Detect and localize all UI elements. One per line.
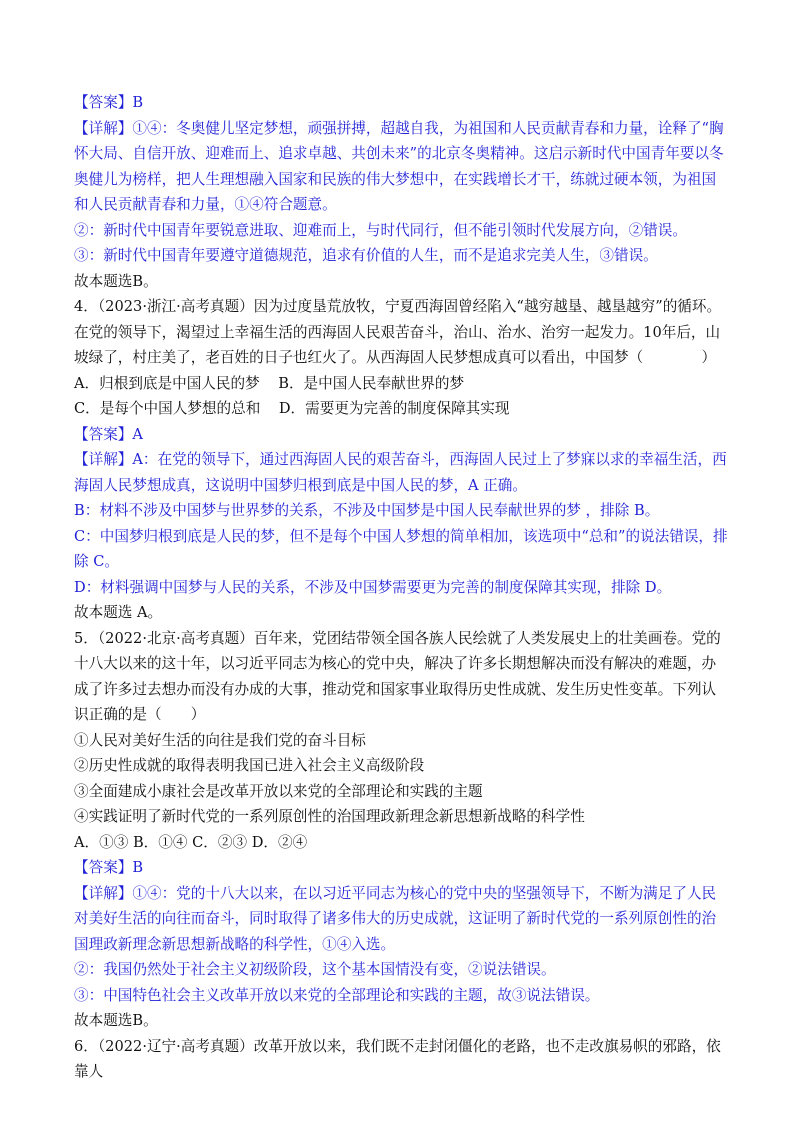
document-page: [74, 90, 729, 1085]
q5-options: A．①③ B．①④ C．②③ D．②④: [74, 833, 308, 851]
q5-detail-3: ③：中国特色社会主义改革开放以来党的全部理论和实践的主题，故③说法错误。: [74, 986, 600, 1004]
detail-tag: 【详解】: [74, 884, 133, 902]
detail-tag: 【详解】: [74, 451, 133, 468]
q5-conclusion: 故本题选B。: [74, 1012, 158, 1029]
answer-value: B: [132, 859, 144, 876]
q4-options-row-2: [74, 396, 729, 422]
q5-item-2: ②历史性成就的取得表明我国已进入社会主义高级阶段: [74, 757, 425, 774]
detail-text: ①④：冬奥健儿坚定梦想，顽强拼搏，超越自我，为祖国和人民贡献青春和力量，诠释了“胸怀大局、自信开放、迎难而上、追求卓越、共创未来”的北京冬奥精神。这启示新时代中国青年要以冬奥健儿为榜样，把人生理想融入国家和民族的伟大梦想中，在实践增长才干，练就过硬本领，为祖国和人民贡献青春和力量，①④符合题意。: [74, 119, 724, 213]
detail-text: ①④：党的十八大以来，在以习近平同志为核心的党中央的坚强领导下，不断为满足了人民对美好生活的向往而奋斗，同时取得了诸多伟大的历史成就，这证明了新时代党的一系列原创性的治国理政新理念新思想新战略的科学性，①④入选。: [74, 884, 717, 953]
q3-detail-3: ③：新时代中国青年要遵守道德规范，追求有价值的人生，而不是追求完美人生，③错误。: [74, 247, 658, 264]
q3-detail-2: ②：新时代中国青年要锐意进取、迎难而上，与时代同行，但不能引领时代发展方向，②错误。: [74, 221, 687, 239]
q4-stem: 4．（2023·浙江·高考真题）因为过度垦荒放牧，宁夏西海固曾经陷入“越穷越垦、越垦越穷”的循环。在党的领导下，渴望过上幸福生活的西海固人民艰苦奋斗，治山、治水、治穷一起发力。10年后，山坡绿了，村庄美了，老百姓的日子也红火了。从西海固人民梦想成真可以看出，中国梦（ ）: [74, 298, 722, 366]
q3-conclusion: 故本题选B。: [74, 272, 158, 290]
answer-tag: 【答案】: [74, 859, 133, 876]
answer-value: A: [132, 425, 143, 443]
q3-answer: [74, 90, 729, 116]
q6-stem: 6．（2022·辽宁·高考真题）改革开放以来，我们既不走封闭僵化的老路，也不走改旗易帜的邪路，依靠人: [74, 1037, 721, 1080]
q5-answer: [74, 855, 729, 881]
answer-tag: 【答案】: [74, 425, 133, 443]
answer-tag: 【答案】: [74, 94, 133, 111]
q5-item-3: ③全面建成小康社会是改革开放以来党的全部理论和实践的主题: [74, 782, 483, 800]
option-a: A．归根到底是中国人民的梦: [74, 374, 260, 392]
option-d: D．需要更为完善的制度保障其实现: [278, 400, 510, 417]
q5-stem: 5．（2022·北京·高考真题）百年来，党团结带领全国各族人民绘就了人类发展史上的壮美画卷。党的十八大以来的这十年，以习近平同志为核心的党中央，解决了许多长期想解决而没有解决的难题，办成了许多过去想办而没有办成的大事，推动党和国家事业取得历史性成就、发生历史性变革。下列认识正确的是（ ）: [74, 629, 721, 723]
detail-tag: 【详解】: [74, 119, 133, 137]
q4-answer: [74, 422, 729, 448]
q5-detail-1: [74, 881, 729, 958]
option-b: B．是中国人民奉献世界的梦: [278, 374, 465, 392]
q4-conclusion: 故本题选 A。: [74, 604, 163, 621]
q4-detail-a: [74, 447, 729, 498]
detail-text: A：在党的领导下，通过西海固人民的艰苦奋斗，西海固人民过上了梦寐以求的幸福生活，西海固人民梦想成真，这说明中国梦归根到底是中国人民的梦，A 正确。: [74, 451, 727, 494]
q3-detail-1: [74, 116, 729, 218]
q5-item-1: ①人民对美好生活的向往是我们党的奋斗目标: [74, 731, 366, 749]
q4-options-row-1: [74, 371, 729, 397]
q5-detail-2: ②：我国仍然处于社会主义初级阶段，这个基本国情没有变，②说法错误。: [74, 961, 556, 978]
q4-detail-b: B：材料不涉及中国梦与世界梦的关系，不涉及中国梦是中国人民奉献世界的梦 ，排除 B。: [74, 502, 660, 519]
option-c: C．是每个中国人梦想的总和: [74, 400, 261, 417]
answer-value: B: [132, 94, 144, 111]
q4-detail-d: D：材料强调中国梦与人民的关系，不涉及中国梦需要更为完善的制度保障其实现，排除 D。: [74, 578, 672, 596]
q4-detail-c: C：中国梦归根到底是人民的梦，但不是每个中国人梦想的简单相加，该选项中“总和”的说法错误，排除 C。: [74, 527, 728, 570]
q5-item-4: ④实践证明了新时代党的一系列原创性的治国理政新理念新思想新战略的科学性: [74, 808, 585, 825]
